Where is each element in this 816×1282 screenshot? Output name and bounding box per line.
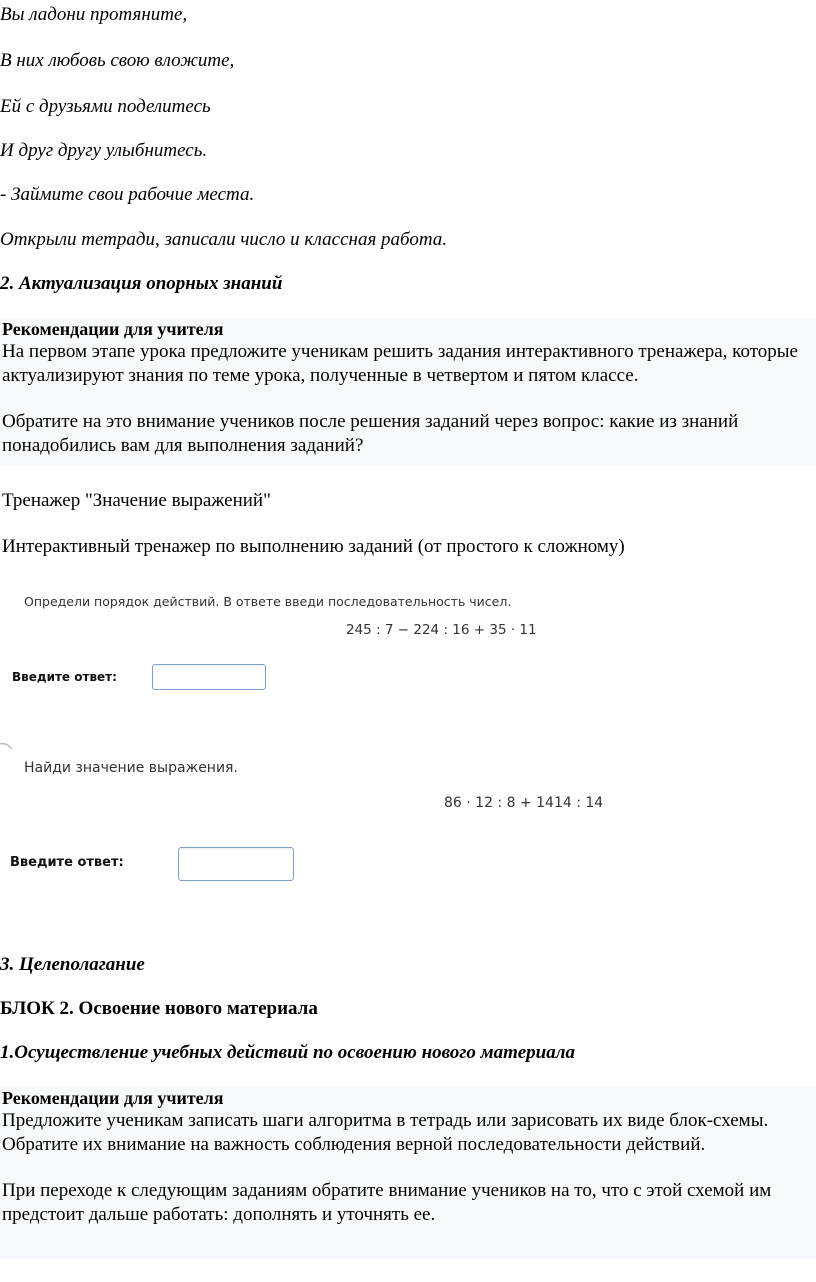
- task2-answer-input[interactable]: [178, 847, 294, 881]
- block2-heading: БЛОК 2. Освоение нового материала: [0, 998, 318, 1019]
- section3-heading: 3. Целеполагание: [0, 954, 145, 975]
- poem-line-1: Вы ладони протяните,: [0, 4, 188, 25]
- poem-line-2: В них любовь свою вложите,: [0, 50, 235, 71]
- section1-heading: 1.Осуществление учебных действий по освоению нового материала: [0, 1042, 575, 1063]
- section2-heading: 2. Актуализация опорных знаний: [0, 273, 283, 294]
- poem-line-3: Ей с друзьями поделитесь: [0, 96, 211, 117]
- task1-answer-label: Введите ответ:: [12, 670, 117, 684]
- rec1-paragraph-2: Обратите на это внимание учеников после решения заданий через вопрос: какие из знаний понадобились вам для выполнения заданий?: [2, 411, 739, 456]
- instruction-seats: - Займите свои рабочие места.: [0, 184, 255, 205]
- poem-line-4: И друг другу улыбнитесь.: [0, 140, 208, 161]
- rec1-title: Рекомендации для учителя: [2, 319, 224, 339]
- task1-expression: 245 : 7 − 224 : 16 + 35 · 11: [346, 622, 537, 638]
- teacher-recommendations-1: [0, 318, 816, 466]
- rec2-title: Рекомендации для учителя: [2, 1088, 224, 1108]
- rec2-paragraph-1: Предложите ученикам записать шаги алгоритма в тетрадь или зарисовать их виде блок-схемы. Обратите их внимание на важность соблюдения верной последовательности действий.: [2, 1110, 769, 1155]
- rec1-paragraph-1: На первом этапе урока предложите ученикам решить задания интерактивного тренажера, которые актуализируют знания по теме урока, полученные в четвертом и пятом классе.: [2, 341, 798, 386]
- rec2-paragraph-2: При переходе к следующим заданиям обратите внимание учеников на то, что с этой схемой им предстоит дальше работать: дополнять и уточнять ее.: [2, 1180, 772, 1225]
- teacher-recommendations-2: [0, 1087, 816, 1259]
- task1-prompt: Определи порядок действий. В ответе введи последовательность чисел.: [24, 594, 512, 609]
- task2-prompt: Найди значение выражения.: [24, 760, 238, 776]
- instruction-notebooks: Открыли тетради, записали число и классная работа.: [0, 229, 448, 250]
- task1-answer-input[interactable]: [152, 664, 266, 690]
- trainer-title: Тренажер "Значение выражений": [2, 490, 271, 511]
- task2-expression: 86 · 12 : 8 + 1414 : 14: [444, 795, 604, 811]
- trainer-description: Интерактивный тренажер по выполнению заданий (от простого к сложному): [2, 536, 625, 557]
- decorative-mark-icon: [0, 742, 12, 752]
- task2-answer-label: Введите ответ:: [10, 855, 124, 870]
